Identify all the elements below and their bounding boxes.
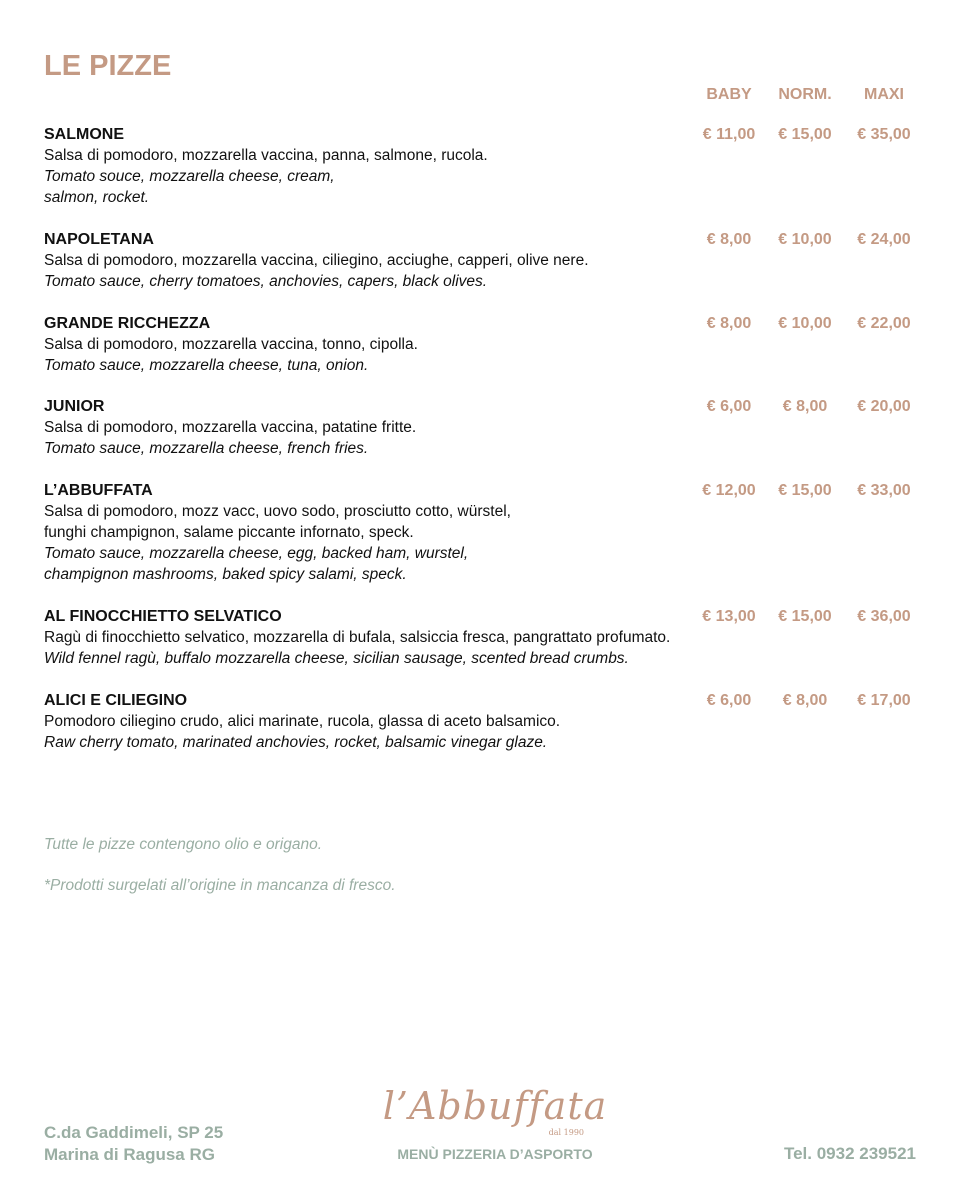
item-description-en: Tomato souce, mozzarella cheese, cream, salmon, rocket.	[44, 168, 335, 206]
item-description-it: Salsa di pomodoro, mozzarella vaccina, panna, salmone, rucola.	[44, 147, 488, 164]
menu-item	[44, 229, 924, 292]
price-maxi: € 22,00	[857, 315, 911, 332]
item-description-en: Tomato sauce, mozzarella cheese, egg, backed ham, wurstel, champignon mashrooms, baked spicy salami, speck.	[44, 545, 469, 583]
price-norm: € 15,00	[778, 482, 832, 499]
item-description-it: Salsa di pomodoro, mozzarella vaccina, ciliegino, acciughe, capperi, olive nere.	[44, 252, 589, 269]
address-line-1: C.da Gaddimeli, SP 25	[44, 1123, 224, 1142]
price-maxi: € 33,00	[857, 482, 911, 499]
item-description-it: Salsa di pomodoro, mozz vacc, uovo sodo, prosciutto cotto, würstel, funghi champignon, salame piccante infornato, speck.	[44, 503, 511, 541]
price-baby: € 6,00	[706, 398, 752, 415]
menu-item	[44, 690, 924, 753]
price-maxi: € 35,00	[857, 126, 911, 143]
item-description-it: Salsa di pomodoro, mozzarella vaccina, patatine fritte.	[44, 419, 417, 436]
price-norm: € 10,00	[778, 231, 832, 248]
item-description-it: Salsa di pomodoro, mozzarella vaccina, tonno, cipolla.	[44, 336, 418, 353]
menu-item	[44, 313, 924, 376]
item-name: L’ABBUFFATA	[44, 482, 153, 499]
item-description-it: Pomodoro ciliegino crudo, alici marinate, rucola, glassa di aceto balsamico.	[44, 713, 561, 730]
logo	[380, 1084, 610, 1162]
logo-subtitle: MENÙ PIZZERIA D’ASPORTO	[397, 1146, 593, 1162]
column-header-norm: NORM.	[778, 86, 832, 103]
price-maxi: € 20,00	[857, 398, 911, 415]
note-oil-oregano: Tutte le pizze contengono olio e origano.	[44, 836, 323, 853]
price-baby: € 13,00	[702, 608, 756, 625]
item-name: SALMONE	[44, 126, 124, 143]
item-description-en: Tomato sauce, mozzarella cheese, french fries.	[44, 440, 369, 457]
note-frozen-products: *Prodotti surgelati all’origine in mancanza di fresco.	[44, 877, 396, 894]
price-norm: € 15,00	[778, 608, 832, 625]
price-baby: € 8,00	[706, 231, 752, 248]
price-norm: € 10,00	[778, 315, 832, 332]
menu-item	[44, 124, 924, 208]
page-title: LE PIZZE	[44, 50, 172, 82]
price-norm: € 15,00	[778, 126, 832, 143]
item-description-en: Wild fennel ragù, buffalo mozzarella cheese, sicilian sausage, scented bread crumbs.	[44, 650, 629, 667]
item-description-en: Raw cherry tomato, marinated anchovies, rocket, balsamic vinegar glaze.	[44, 734, 548, 751]
column-header-baby: BABY	[706, 86, 752, 103]
price-baby: € 11,00	[702, 126, 756, 143]
price-baby: € 6,00	[706, 692, 752, 709]
phone-number: Tel. 0932 239521	[783, 1144, 916, 1163]
address-line-2: Marina di Ragusa RG	[44, 1145, 215, 1164]
menu-item	[44, 606, 924, 669]
price-maxi: € 24,00	[857, 231, 911, 248]
item-name: ALICI E CILIEGINO	[44, 692, 188, 709]
item-name: NAPOLETANA	[44, 231, 154, 248]
price-maxi: € 36,00	[857, 608, 911, 625]
item-name: JUNIOR	[44, 398, 105, 415]
item-name: AL FINOCCHIETTO SELVATICO	[44, 608, 282, 625]
price-norm: € 8,00	[782, 398, 828, 415]
item-description-it: Ragù di finocchietto selvatico, mozzarella di bufala, salsiccia fresca, pangrattato profumato.	[44, 629, 671, 646]
price-baby: € 8,00	[706, 315, 752, 332]
logo-since: dal 1990	[548, 1128, 584, 1137]
logo-script: l’Abbuffata	[382, 1084, 608, 1128]
price-maxi: € 17,00	[857, 692, 911, 709]
price-baby: € 12,00	[702, 482, 756, 499]
item-name: GRANDE RICCHEZZA	[44, 315, 211, 332]
column-header-maxi: MAXI	[864, 86, 904, 103]
menu-item	[44, 396, 924, 459]
item-description-en: Tomato sauce, cherry tomatoes, anchovies, capers, black olives.	[44, 273, 488, 290]
menu-item	[44, 480, 924, 585]
address-block	[44, 1122, 223, 1166]
item-description-en: Tomato sauce, mozzarella cheese, tuna, onion.	[44, 357, 369, 374]
price-norm: € 8,00	[782, 692, 828, 709]
